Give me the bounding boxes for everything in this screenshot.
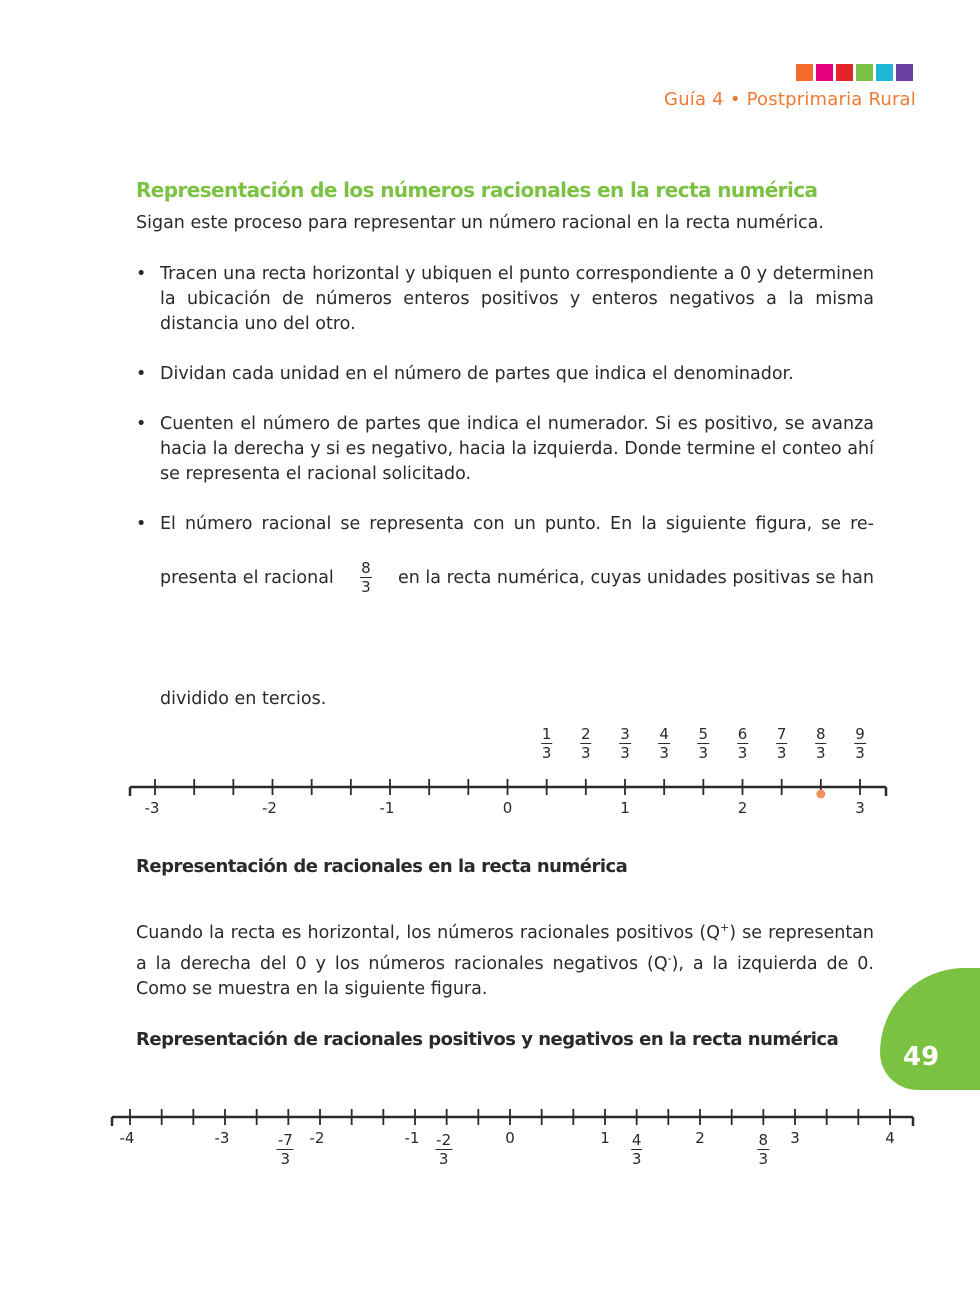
step-item: • Cuenten el número de partes que indica el numerador. Si es positivo, se avanza hacia la derecha y si es negativo, hacia la izquierda. Donde termine el conteo ahí se representa el racional solicitado. xyxy=(136,412,874,487)
guide-label: Guía 4 xyxy=(664,89,724,110)
integer-label: -3 xyxy=(214,1129,230,1147)
fraction-label xyxy=(815,726,827,761)
fraction-numerator: 3 xyxy=(620,725,630,743)
fraction-numerator: 4 xyxy=(659,725,669,743)
fraction-denominator: 3 xyxy=(855,744,865,762)
fraction-denominator: 3 xyxy=(620,744,630,762)
integer-label: 0 xyxy=(502,799,513,817)
bullet: • xyxy=(136,514,147,534)
rational-explanation xyxy=(136,915,874,1002)
fraction-numerator: 8 xyxy=(758,1131,769,1149)
sup-minus: - xyxy=(667,951,672,965)
program-label: Postprimaria Rural xyxy=(746,89,916,110)
fraction-below xyxy=(631,1130,643,1167)
integer-label: -3 xyxy=(144,799,160,817)
fraction-denominator: 3 xyxy=(816,744,826,762)
fraction-denominator: 3 xyxy=(698,744,709,762)
integer-label: 2 xyxy=(695,1129,705,1147)
fraction-label xyxy=(737,726,749,761)
fraction-label xyxy=(658,726,670,761)
fraction-denominator: 3 xyxy=(280,1150,291,1168)
step4-tail: dividido en tercios. xyxy=(160,689,327,709)
fraction-label xyxy=(580,726,592,761)
section-title-positive-negative: Representación de racionales positivos y negativos en la recta numérica xyxy=(136,1029,839,1050)
fraction-denominator: 3 xyxy=(361,578,371,596)
fraction-denominator: 3 xyxy=(581,744,591,762)
fraction-above xyxy=(619,724,631,761)
step4-text-before: presenta el racional xyxy=(160,567,334,588)
para-part-b: ) se representan a la derecha del 0 y los números racionales negativos (Q xyxy=(136,922,874,974)
integer-label: -1 xyxy=(404,1129,420,1147)
intro-text: Sigan este proceso para representar un número racional en la recta numérica. xyxy=(136,213,824,233)
fraction-denominator: 3 xyxy=(776,744,787,762)
strip-square xyxy=(796,64,813,81)
strip-square xyxy=(836,64,853,81)
integer-label: 2 xyxy=(737,799,748,817)
fraction-label xyxy=(619,726,631,761)
number-line-2-svg xyxy=(0,1100,980,1190)
fraction-eight-thirds xyxy=(360,560,372,595)
fraction-denominator: 3 xyxy=(438,1150,449,1168)
fraction-label xyxy=(698,726,710,761)
fraction-numerator: 8 xyxy=(816,725,826,743)
strip-square xyxy=(896,64,913,81)
fraction-denominator: 3 xyxy=(659,744,669,762)
integer-label: -4 xyxy=(119,1129,135,1147)
integer-label: -2 xyxy=(309,1129,325,1147)
fraction-above xyxy=(580,724,592,761)
rational-point xyxy=(816,790,825,799)
fraction-label xyxy=(631,1132,643,1167)
fraction-numerator: 6 xyxy=(737,725,748,743)
color-strip xyxy=(796,64,913,81)
fraction-denominator: 3 xyxy=(541,744,552,762)
fraction-numerator: 7 xyxy=(776,725,787,743)
strip-square xyxy=(856,64,873,81)
integer-label: 3 xyxy=(855,799,865,817)
fraction-numerator: 9 xyxy=(855,725,865,743)
step-item-point xyxy=(136,514,874,595)
steps-list xyxy=(136,262,874,512)
section-title-rational-line: Representación de racionales en la recta numérica xyxy=(136,856,628,877)
number-line-thirds xyxy=(0,720,980,830)
page-number: 49 xyxy=(903,1042,940,1072)
step-item: • Tracen una recta horizontal y ubiquen el punto correspondiente a 0 y determinen la ubicación de números enteros positivos y enteros negativos a la misma distancia uno del otro. xyxy=(136,262,874,337)
fraction-above xyxy=(776,724,788,761)
fraction-above xyxy=(815,724,827,761)
step-item: • Dividan cada unidad en el número de partes que indica el denominador. xyxy=(136,362,874,387)
integer-label: 1 xyxy=(620,799,630,817)
fraction-numerator: 8 xyxy=(361,559,371,577)
fraction-numerator: 5 xyxy=(698,725,709,743)
fraction-below xyxy=(277,1130,294,1167)
fraction-numerator: -2 xyxy=(436,1131,452,1149)
fraction-numerator: 1 xyxy=(541,725,552,743)
fraction-denominator: 3 xyxy=(737,744,748,762)
fraction-below xyxy=(758,1130,770,1167)
fraction-denominator: 3 xyxy=(758,1150,769,1168)
integer-label: 1 xyxy=(600,1129,610,1147)
sup-plus: + xyxy=(720,921,730,934)
integer-label: -1 xyxy=(379,799,395,817)
para-part-c: ), a la izquierda de 0. Como se muestra en la siguiente figura. xyxy=(136,953,874,999)
fraction-label xyxy=(854,726,866,761)
fraction-above xyxy=(541,724,553,761)
integer-label: 3 xyxy=(790,1129,800,1147)
fraction-above xyxy=(658,724,670,761)
step4-text-after: en la recta numérica, cuyas unidades positivas se han xyxy=(398,567,874,588)
fraction-label xyxy=(277,1132,294,1167)
fraction-label xyxy=(435,1132,452,1167)
fraction-above xyxy=(698,724,710,761)
strip-square xyxy=(876,64,893,81)
fraction-label xyxy=(758,1132,770,1167)
step4-line2 xyxy=(160,560,874,595)
fraction-numerator: 2 xyxy=(581,725,591,743)
fraction-numerator: 4 xyxy=(631,1131,642,1149)
para-part-a: Cuando la recta es horizontal, los números racionales positivos (Q xyxy=(136,922,720,943)
header-separator: • xyxy=(729,89,741,110)
integer-label: 0 xyxy=(505,1129,515,1147)
fraction-numerator: -7 xyxy=(277,1131,293,1149)
fraction-above xyxy=(737,724,749,761)
fraction-label xyxy=(776,726,788,761)
integer-label: -2 xyxy=(262,799,277,817)
fraction-below xyxy=(435,1130,452,1167)
integer-label: 4 xyxy=(885,1129,895,1147)
fraction-label xyxy=(541,726,553,761)
fraction-above xyxy=(854,724,866,761)
guide-header xyxy=(664,89,916,110)
section-title-representation: Representación de los números racionales en la recta numérica xyxy=(136,178,818,202)
number-line-positive-negative xyxy=(0,1100,980,1190)
step4-line1: El número racional se representa con un punto. En la siguiente figura, se re- xyxy=(160,514,874,534)
fraction-denominator: 3 xyxy=(631,1150,642,1168)
strip-square xyxy=(816,64,833,81)
